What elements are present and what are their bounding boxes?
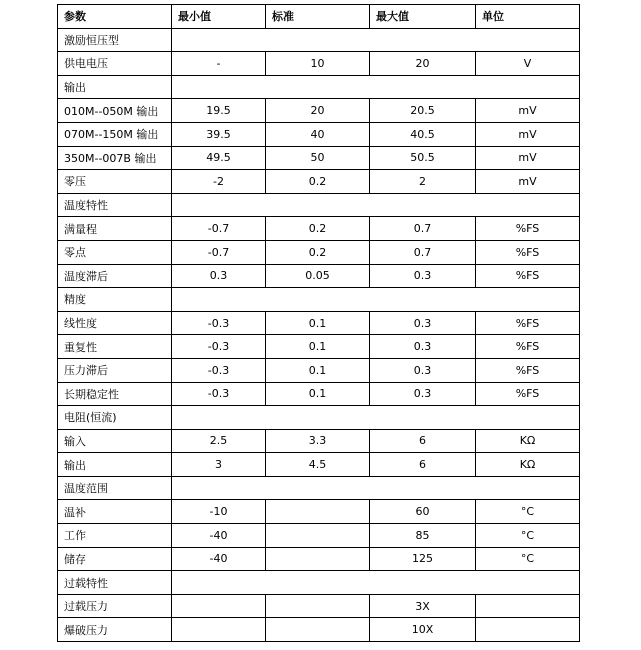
unit-cell: mV [476, 146, 580, 170]
section-row [58, 193, 580, 217]
param-cell: 输入 [58, 429, 172, 453]
unit-cell [476, 618, 580, 642]
max-cell: 3X [370, 594, 476, 618]
section-row [58, 406, 580, 430]
param-cell: 过载压力 [58, 594, 172, 618]
max-cell: 20 [370, 52, 476, 76]
typ-cell: 3.3 [266, 429, 370, 453]
typ-cell [266, 618, 370, 642]
table-row [58, 547, 580, 571]
min-cell: -40 [172, 524, 266, 548]
section-label: 精度 [58, 288, 172, 312]
section-spacer [172, 28, 580, 52]
table-row [58, 500, 580, 524]
max-cell: 60 [370, 500, 476, 524]
min-cell [172, 594, 266, 618]
typ-cell: 0.1 [266, 382, 370, 406]
header-row [58, 5, 580, 29]
min-cell: 3 [172, 453, 266, 477]
max-cell: 125 [370, 547, 476, 571]
typ-cell [266, 500, 370, 524]
table-row [58, 594, 580, 618]
table-row [58, 99, 580, 123]
max-cell: 0.3 [370, 358, 476, 382]
spec-table [57, 4, 580, 642]
header-unit: 单位 [476, 5, 580, 29]
param-cell: 温度滞后 [58, 264, 172, 288]
table-row [58, 335, 580, 359]
unit-cell: KΩ [476, 429, 580, 453]
min-cell: -0.3 [172, 335, 266, 359]
param-cell: 温补 [58, 500, 172, 524]
min-cell: 39.5 [172, 122, 266, 146]
section-spacer [172, 193, 580, 217]
section-row [58, 75, 580, 99]
max-cell: 0.7 [370, 240, 476, 264]
section-row [58, 476, 580, 500]
min-cell [172, 618, 266, 642]
typ-cell [266, 524, 370, 548]
section-spacer [172, 476, 580, 500]
section-label: 过载特性 [58, 571, 172, 595]
unit-cell: °C [476, 500, 580, 524]
unit-cell: KΩ [476, 453, 580, 477]
max-cell: 6 [370, 429, 476, 453]
table-row [58, 382, 580, 406]
min-cell: 49.5 [172, 146, 266, 170]
section-row [58, 28, 580, 52]
typ-cell: 0.1 [266, 311, 370, 335]
typ-cell: 50 [266, 146, 370, 170]
unit-cell: mV [476, 99, 580, 123]
param-cell: 重复性 [58, 335, 172, 359]
min-cell: -0.3 [172, 311, 266, 335]
typ-cell: 0.05 [266, 264, 370, 288]
header-param: 参数 [58, 5, 172, 29]
table-row [58, 52, 580, 76]
unit-cell: mV [476, 122, 580, 146]
max-cell: 0.3 [370, 335, 476, 359]
param-cell: 压力滞后 [58, 358, 172, 382]
section-label: 激励恒压型 [58, 28, 172, 52]
unit-cell: %FS [476, 264, 580, 288]
table-row [58, 122, 580, 146]
min-cell: 0.3 [172, 264, 266, 288]
param-cell: 长期稳定性 [58, 382, 172, 406]
section-label: 电阻(恒流) [58, 406, 172, 430]
typ-cell: 4.5 [266, 453, 370, 477]
table-row [58, 453, 580, 477]
max-cell: 0.3 [370, 382, 476, 406]
max-cell: 2 [370, 170, 476, 194]
param-cell: 满量程 [58, 217, 172, 241]
param-cell: 线性度 [58, 311, 172, 335]
unit-cell: V [476, 52, 580, 76]
typ-cell: 0.1 [266, 335, 370, 359]
param-cell: 零点 [58, 240, 172, 264]
min-cell: -40 [172, 547, 266, 571]
param-cell: 供电电压 [58, 52, 172, 76]
max-cell: 0.7 [370, 217, 476, 241]
typ-cell: 0.2 [266, 170, 370, 194]
max-cell: 0.3 [370, 264, 476, 288]
unit-cell: °C [476, 547, 580, 571]
min-cell: 19.5 [172, 99, 266, 123]
unit-cell: mV [476, 170, 580, 194]
param-cell: 爆破压力 [58, 618, 172, 642]
table-row [58, 311, 580, 335]
table-row [58, 264, 580, 288]
table-row [58, 429, 580, 453]
table-row [58, 170, 580, 194]
section-row [58, 288, 580, 312]
unit-cell: %FS [476, 240, 580, 264]
typ-cell [266, 594, 370, 618]
max-cell: 10X [370, 618, 476, 642]
unit-cell [476, 594, 580, 618]
table-row [58, 146, 580, 170]
section-row [58, 571, 580, 595]
typ-cell: 0.1 [266, 358, 370, 382]
min-cell: - [172, 52, 266, 76]
section-spacer [172, 75, 580, 99]
header-typ: 标准 [266, 5, 370, 29]
typ-cell: 20 [266, 99, 370, 123]
typ-cell [266, 547, 370, 571]
section-spacer [172, 288, 580, 312]
min-cell: 2.5 [172, 429, 266, 453]
max-cell: 40.5 [370, 122, 476, 146]
min-cell: -10 [172, 500, 266, 524]
section-label: 输出 [58, 75, 172, 99]
section-label: 温度范围 [58, 476, 172, 500]
max-cell: 20.5 [370, 99, 476, 123]
typ-cell: 10 [266, 52, 370, 76]
param-cell: 输出 [58, 453, 172, 477]
min-cell: -0.7 [172, 217, 266, 241]
param-cell: 010M--050M 输出 [58, 99, 172, 123]
max-cell: 85 [370, 524, 476, 548]
param-cell: 工作 [58, 524, 172, 548]
header-min: 最小值 [172, 5, 266, 29]
min-cell: -0.7 [172, 240, 266, 264]
min-cell: -0.3 [172, 382, 266, 406]
param-cell: 350M--007B 输出 [58, 146, 172, 170]
table-row [58, 524, 580, 548]
section-label: 温度特性 [58, 193, 172, 217]
section-spacer [172, 571, 580, 595]
unit-cell: %FS [476, 335, 580, 359]
param-cell: 零压 [58, 170, 172, 194]
min-cell: -0.3 [172, 358, 266, 382]
header-max: 最大值 [370, 5, 476, 29]
min-cell: -2 [172, 170, 266, 194]
max-cell: 50.5 [370, 146, 476, 170]
table-row [58, 240, 580, 264]
table-row [58, 358, 580, 382]
unit-cell: %FS [476, 382, 580, 406]
max-cell: 0.3 [370, 311, 476, 335]
max-cell: 6 [370, 453, 476, 477]
table-row [58, 618, 580, 642]
typ-cell: 40 [266, 122, 370, 146]
table-row [58, 217, 580, 241]
unit-cell: %FS [476, 311, 580, 335]
section-spacer [172, 406, 580, 430]
param-cell: 070M--150M 输出 [58, 122, 172, 146]
unit-cell: °C [476, 524, 580, 548]
param-cell: 储存 [58, 547, 172, 571]
unit-cell: %FS [476, 358, 580, 382]
typ-cell: 0.2 [266, 217, 370, 241]
unit-cell: %FS [476, 217, 580, 241]
spec-body [58, 28, 580, 641]
typ-cell: 0.2 [266, 240, 370, 264]
